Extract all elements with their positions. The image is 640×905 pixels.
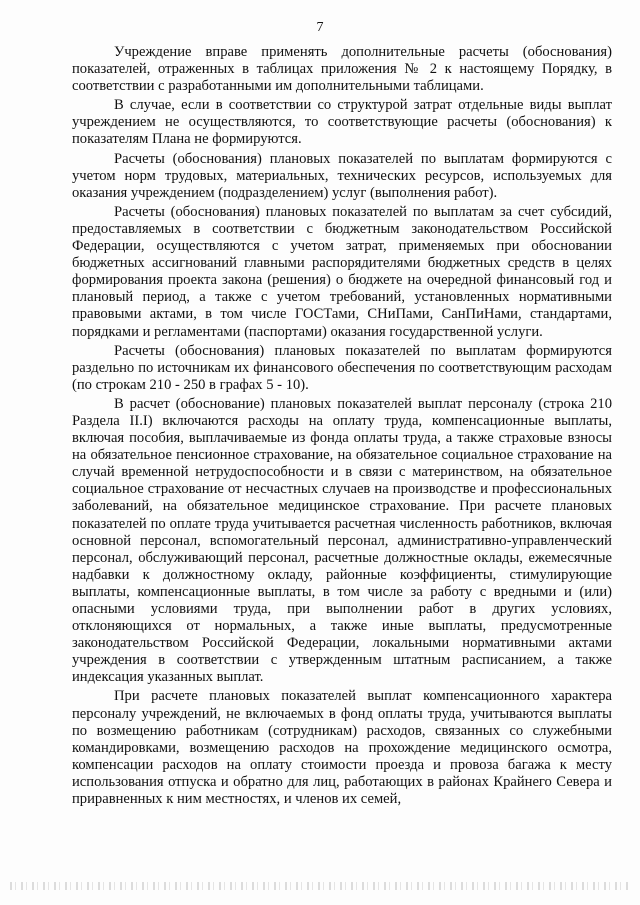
page-number: 7: [316, 20, 324, 35]
paragraph: В расчет (обоснование) плановых показателей выплат персоналу (строка 210 Раздела II.I) включаются расходы на оплату труда, компенсационные выплаты, включая пособия, выплачиваемые из фонда оплаты труда, а также страховые взносы на обязательное пенсионное страхование, на обязательное социальное страхование на случай временной нетрудоспособности и в связи с материнством, на обязательное социальное страхование от несчастных случаев на производстве и профессиональных заболеваний, на обязательное медицинское страхование. При расчете плановых показателей по оплате труда учитывается расчетная численность работников, включая основной персонал, вспомогательный персонал, административно-управленческий персонал, обслуживающий персонал, расчетные должностные оклады, ежемесячные надбавки к должностному окладу, районные коэффициенты, стимулирующие выплаты, компенсационные выплаты, в том числе за работу с вредными и (или) опасными условиями труда, при выполнении работ в других условиях, отклоняющихся от нормальных, а также иные выплаты, предусмотренные законодательством Российской Федерации, локальными нормативными актами учреждения в соответствии с утвержденным штатным расписанием, а также индексация указанных выплат.: [72, 395, 612, 686]
document-body: [72, 44, 612, 810]
paragraph: В случае, если в соответствии со структурой затрат отдельные виды выплат учреждением не осуществляются, то соответствующие расчеты (обоснования) к показателям Плана не формируются.: [72, 97, 612, 148]
paragraph: При расчете плановых показателей выплат компенсационного характера персоналу учреждений, не включаемых в фонд оплаты труда, учитываются выплаты по возмещению работникам (сотрудникам) расходов, связанных со служебными командировками, возмещению расходов на прохождение медицинского осмотра, компенсации расходов на оплату стоимости проезда и провоза багажа к месту использования отпуска и обратно для лиц, работающих в районах Крайнего Севера и приравненных к ним местностях, и членов их семей,: [72, 688, 612, 808]
paragraph: Учреждение вправе применять дополнительные расчеты (обоснования) показателей, отраженных в таблицах приложения № 2 к настоящему Порядку, в соответствии с разработанными им дополнительными таблицами.: [72, 44, 612, 95]
scan-artifact: [10, 882, 630, 890]
paragraph: Расчеты (обоснования) плановых показателей по выплатам формируются с учетом норм трудовых, материальных, технических ресурсов, используемых для оказания учреждением (подразделением) услуг (выполнения работ).: [72, 150, 612, 201]
paragraph: Расчеты (обоснования) плановых показателей по выплатам за счет субсидий, предоставляемых в соответствии с бюджетным законодательством Российской Федерации, осуществляются с учетом затрат, применяемых при обосновании бюджетных ассигнований главными распорядителями бюджетных средств в целях формирования проекта закона (решения) о бюджете на очередной финансовый год и плановый период, а также с учетом требований, установленных нормативными правовыми актами, в том числе ГОСТами, СНиПами, СанПиНами, стандартами, порядками и регламентами (паспортами) оказания государственной услуги.: [72, 203, 612, 340]
paragraph: Расчеты (обоснования) плановых показателей по выплатам формируются раздельно по источникам их финансового обеспечения по соответствующим расходам (по строкам 210 - 250 в графах 5 - 10).: [72, 342, 612, 393]
